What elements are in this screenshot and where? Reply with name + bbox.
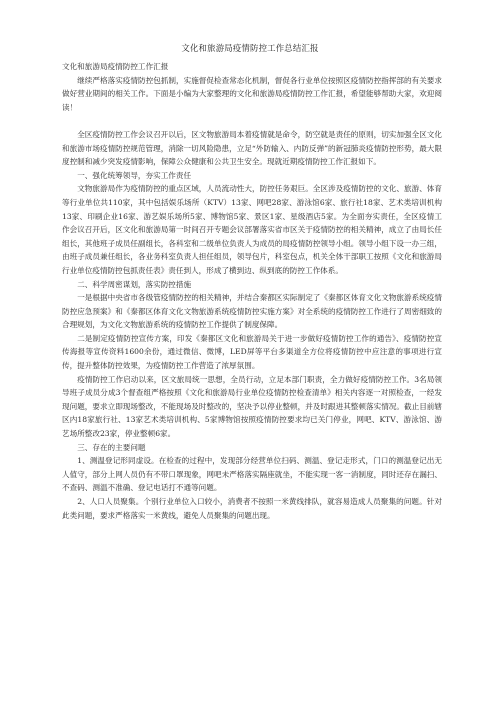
paragraph: 文化和旅游局疫情防控工作汇报 (62, 62, 169, 71)
paragraph: 疫情防控工作启动以来，区文旅局统一思想，全员行动，立足本部门职责，全力做好疫情防控工作。3名局领导班子成员分成3个督查组严格按照《文化和旅游局行业单位疫情防控检查清单》相关内容逐一对照检查，一经发现问题，要求立即现场整改，不能现场及时整改的，坚决予以停业整顿，并及时跟进其整顿落实情况。截止目前辖区内18家旅行社、13家艺术类培训机构、5家博物馆按照疫情防控要求均已关门停业，网吧、KTV、游泳馆、游艺场所整改23家，停业整顿6家。 (62, 374, 442, 439)
paragraph: 1、测温登记形同虚设。在检查的过程中，发现部分经营单位扫码、测温、登记走形式，门口的测温登记出无人值守，部分上网人员仍有不带口罩现象，网吧未严格落实隔座就坐，不能实现一客一消制度，同时还存在漏扫、不查码、测温不准确、登记电话打不通等问题。 (62, 456, 442, 493)
paragraph: 一、强化统筹领导，夯实工作责任 (77, 170, 192, 180)
paragraph: 文物旅游局作为疫情防控的重点区域，人员流动性大，防控任务艰巨。全区涉及疫情防控的文化、旅游、体育等行业单位共110家，其中包括娱乐场所（KTV）13家、网吧28家、游泳馆6家、旅行社18家、艺术类培训机构13家、印刷企业16家、游艺娱乐场所5家、博物馆5家、景区1家、星级酒店5家。为全面夯实责任，全区疫情工作会议召开后，区文化和旅游局第一时间召开专题会议部署落实省市区关于疫情防控的相关精神，成立了由局长任组长，其他班子成员任副组长，各科室和二级单位负责人为成员的局疫情防控领导小组。领导小组下设一办三组，由班子成员兼任组长，各业务科室负责人担任组员，领导包片，科室包点，机关全体干部职工按照《文化和旅游局行业单位疫情防控包抓责任表》责任到人，形成了横到边、纵到底的防控工作体系。 (62, 184, 442, 275)
document-title: 文化和旅游局疫情防控工作总结汇报 (181, 43, 319, 53)
document-body (62, 60, 442, 522)
paragraph: 二是制定疫情防控宣传方案，印发《秦都区文化和旅游局关于进一步做好疫情防控工作的通告》、疫情防控宣传海报等宣传资料1600余份，通过微信、微博，LED屏等平台多渠道全方位将疫情防控中应注意的事项进行宣传，提升整体防控效果，为疫情防控工作营造了浓厚氛围。 (62, 333, 442, 371)
paragraph-spacer (62, 114, 442, 128)
paragraph: 三、存在的主要问题 (77, 442, 146, 452)
paragraph: 一是根据中央省市各级管疫情防控的相关精神，并结合秦都区实际制定了《秦都区体育文化文物旅游系统疫情防控应急预案》和《秦都区体育文化文物旅游系统疫情防控实施方案》对全系统的疫情防控工作进行了周密细致的合理规划，为文化文物旅游系统的疫情防控工作提供了制度保障。 (62, 293, 442, 330)
paragraph: 二、科学周密谋划，落实防控措施 (77, 279, 192, 289)
paragraph: 继续严格落实疫情防控包抓制，实施督促检查常态化机制，督促各行业单位按照区疫情防控指挥部的有关要求做好营业期间的相关工作。下面是小编为大家整理的文化和旅游局疫情防控工作汇报，希望能够帮助大家，欢迎阅读！ (62, 75, 442, 112)
paragraph: 2、人口人员聚集。个别行业单位入口较小，消费者不按照一米黄线排队，就容易造成人员聚集的问题。针对此类问题，要求严格落实一米黄线，避免人员聚集的问题出现。 (62, 497, 442, 520)
paragraph: 全区疫情防控工作会议召开以后，区文物旅游局本着疫情就是命令，防空就是责任的原则，切实加强全区文化和旅游市场疫情防控规范管理，消除一切风险隐患，立足“外防输入、内防反弹”的新冠肺炎疫情防控形势，最大限度控制和减少突发疫情影响，保障公众健康和公共卫生安全。现就近期疫情防控工作汇报如下。 (62, 129, 442, 167)
